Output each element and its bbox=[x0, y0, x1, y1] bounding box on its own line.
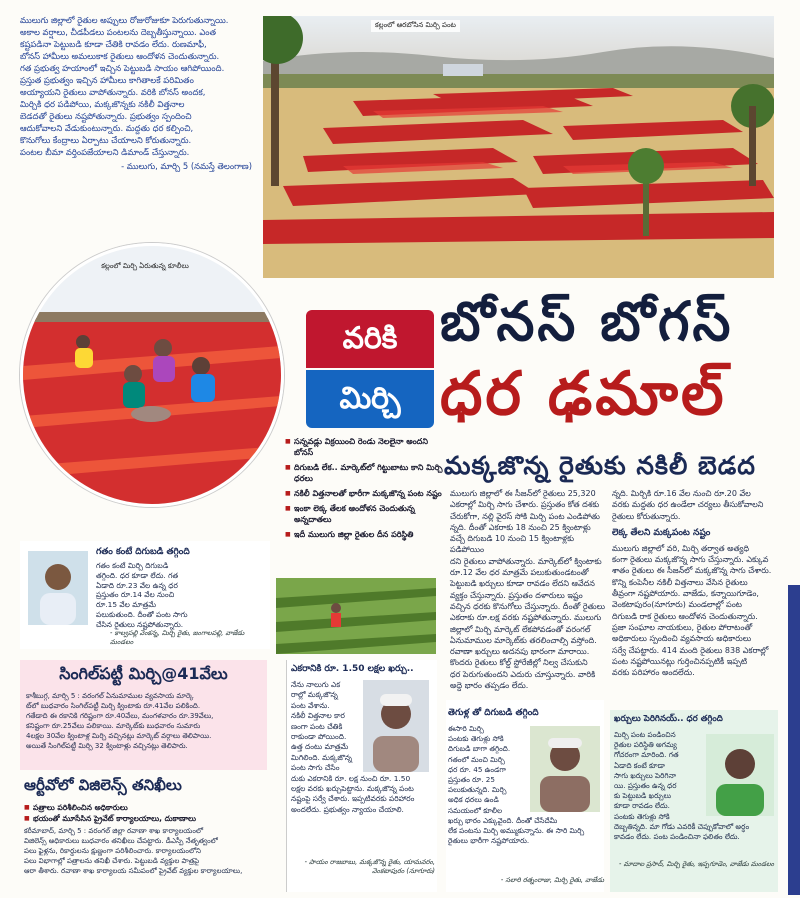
highlights-list bbox=[285, 436, 445, 544]
article-line: ట్‌లో బుధవారం సింగిల్‌పట్టీ మిర్చి క్వింటాకు రూ.41వేల పలికింది. bbox=[26, 702, 201, 710]
circle-caption: కల్లంలో మిర్చి ఏరుతున్న కూలీలు bbox=[101, 262, 189, 270]
profile-line: మిగిలింది. మక్కజొన్న bbox=[291, 752, 353, 762]
article-line: దని రైతులు వాపోతున్నారు. మార్కెట్‌లో క్వింటాకు bbox=[450, 556, 602, 566]
profile-line: పంటకు తెగుళ్లు సోకి bbox=[614, 811, 670, 821]
profile1-text bbox=[96, 561, 266, 630]
profile-box-1 bbox=[20, 541, 270, 649]
article-line: పెట్టుబడి ఖర్చులు కూడా రావడం లేదని ఆవేదన bbox=[450, 579, 595, 589]
profile-line: ప్రస్తుతం రూ. 25 bbox=[448, 775, 495, 785]
highlight-item: ■ ఇదీ ములుగు జిల్లా రైతుల దీన పరిస్థితి bbox=[285, 529, 445, 540]
profile1-heading: గతం కంటే దిగుబడి తగ్గింది bbox=[96, 547, 190, 557]
right-edge-strip bbox=[788, 585, 800, 895]
article-line: పంటల బీమా వర్తింపజేయాలని డిమాండ్ చేస్తున్నారు. bbox=[20, 147, 190, 157]
profile-line: ఈసారి మిర్చి bbox=[448, 724, 484, 733]
article-line: వెంకటాపురం(నూగూరు) మండలాల్లో పంట bbox=[612, 600, 742, 610]
article-line: అయితే సింగిల్‌పట్టీ మిర్చి 32 క్వింటాళ్లు వచ్చినట్లు తెలిపారు. bbox=[26, 742, 188, 750]
profile3-credit: - సలారి రత్నంరాజు, మిర్చి రైతు, వాజేడు bbox=[500, 876, 604, 884]
profile-line: మిర్చి పంట పండించిన bbox=[614, 730, 676, 739]
vigilance-bullet: ■ భయంతో మూసేసిన ప్రైవేట్ కార్యాలయాలు, దుకాణాలు bbox=[24, 814, 197, 823]
profile-line: పంటకు తెగుళ్లు సోకి bbox=[448, 734, 504, 744]
vigilance-box bbox=[20, 774, 267, 892]
profile-line: ప్రస్తుతం రూ.14 వేల నుంచి bbox=[96, 590, 175, 600]
profile-line: సమయంలో కూలీల bbox=[448, 805, 503, 815]
article-line: అధికారులు స్పందించి వ్యవసాయ అధికారులు bbox=[612, 634, 752, 644]
article-line: కొనుగోలు కేంద్రాలు ఏర్పాటు చేయాలని కోరుతున్నారు. bbox=[20, 135, 192, 145]
article-line: ములుగు జిల్లాలో ఈ సీజన్‌లో రైతులు 25,320 bbox=[450, 489, 596, 498]
article-line: కంగా రైతులు మక్కజొన్న సాగు చేస్తున్నారు. ఎక్కువ bbox=[612, 555, 769, 565]
article-line: వరకు మద్దతు ధర ఉండేలా చర్యలు తీసుకోవాలని bbox=[612, 500, 764, 510]
badge-top: వరికి bbox=[306, 310, 434, 368]
profile2-text bbox=[291, 680, 437, 815]
main-article-col1 bbox=[450, 488, 606, 691]
profile-line: సాగు ఖర్చులు పెరిగినా bbox=[614, 770, 677, 780]
article-line: రూ.12 వేల ధర మాత్రమే పలుకుతుండటంతో bbox=[450, 568, 589, 578]
highlight-item: ■ నకిలీ విత్తనాలతో భారీగా మక్కజొన్న పంట నష్టం bbox=[285, 488, 445, 499]
profile-line: నకిలీ విత్తనాల కార bbox=[291, 711, 345, 721]
profile1-photo bbox=[28, 551, 88, 625]
col2-heading: లెక్క తేలని మక్కపంట నష్టం bbox=[612, 527, 711, 538]
single-patti-text bbox=[20, 687, 267, 755]
article-line: న్నది. దీంతో ఎకరాకు 18 నుంచి 25 క్వింటాళ్లు bbox=[450, 522, 591, 532]
profile-line: లక్షల వరకు ఖర్చుపెట్టాను. మక్కజొన్న పంట bbox=[291, 784, 414, 794]
profile-line: దెబ్బతిన్నది. మా గోడు ఎవరికీ చెప్పుకోవాలో అర్థం bbox=[614, 821, 750, 831]
article-line: పంట నష్టపోయినట్లు గుర్తించినప్పటికీ ఇప్పటి bbox=[612, 656, 748, 666]
profile-line: చేసిన రైతులు నష్టపోతున్నారు. bbox=[96, 619, 184, 629]
profile-line: రాకుండా పోయింది. bbox=[291, 732, 347, 742]
article-line: అద్దె భారం తప్పడం లేదు. bbox=[450, 681, 529, 691]
profile-line: రైతులు భారీగా నష్టపోయారు. bbox=[448, 836, 530, 846]
headline-title-top: బోనస్ బోగస్ bbox=[440, 290, 734, 353]
highlight-item: ■ ఇంకా లెక్క తేలక ఆందోళన చెందుతున్న అన్నదాతలు bbox=[285, 503, 445, 525]
profile-line: దిగుబడి బాగా తగ్గింది. bbox=[448, 744, 511, 754]
badge-bottom: మిర్చి bbox=[306, 370, 434, 428]
profile-line: పంట సాగు చేసేం bbox=[291, 763, 340, 773]
headline-subtitle: మక్కజొన్న రైతుకు నకిలీ బెడద bbox=[444, 451, 756, 480]
workers-image bbox=[23, 246, 281, 504]
article-line: ధర పెరుగుతుందని ఎదురు చూస్తున్నారు. వారికి bbox=[450, 669, 596, 679]
profile-line: యి. ప్రస్తుతం ఉన్న ధర bbox=[614, 781, 677, 791]
article-line: శాతం రైతులు ఈ సీజన్‌లో మక్కజొన్న సాగు చేశారు. bbox=[612, 566, 772, 576]
maize-field-photo bbox=[276, 578, 436, 654]
profile-line: కావడం లేదు. పంట పండించినా ఫలితం లేదు. bbox=[614, 832, 740, 842]
profile-line: రూ.15 వేల మాత్రమే bbox=[96, 600, 157, 610]
profile-box-2 bbox=[286, 660, 437, 892]
article-body bbox=[20, 14, 252, 158]
article-line: రైతులు కోరుతున్నారు. bbox=[612, 511, 681, 521]
profile-line: ఏడాది రూ.23 వేల ఉన్న ధర bbox=[96, 580, 178, 590]
profile-line: తగ్గింది. ధర కూడా లేదు. గత bbox=[96, 570, 179, 580]
profile-line: పలుకుతున్నది. మిర్చి bbox=[448, 785, 507, 795]
profile-line: పలుకుతుంది. దీంతో పంట సాగు bbox=[96, 609, 188, 619]
workers-circle-photo bbox=[20, 243, 284, 507]
single-patti-box bbox=[20, 660, 267, 770]
article-line: కాశీబుగ్గ, మార్చి 5 : వరంగల్ ఏనుమాముల వ్యవసాయ మార్కె bbox=[26, 692, 194, 700]
profile-line: ఏడాది కంటే కూడా bbox=[614, 760, 665, 770]
photo-caption: కల్లంలో ఆరబోసిన మిర్చి పంట bbox=[371, 20, 460, 32]
article-line: కొన్ని కంపెనీల నకిలీ విత్తనాలు వేసిన రైతులు bbox=[612, 577, 748, 587]
profile-line: ణంగా పంట చేతికి bbox=[291, 721, 343, 731]
profile-line: కూడా రావడం లేదు. bbox=[614, 801, 670, 811]
highlight-item: ■ సన్నవడ్లు విక్రయించి రెండు నెలలైనా అందని బోనస్ bbox=[285, 436, 445, 458]
article-line: ఆరా తీశారు. రవాణా శాఖ కార్యాలయ సమీపంలో ప్రైవేట్ వ్యక్తుల కార్యాలయాలు, bbox=[24, 867, 243, 875]
farmer-portrait bbox=[28, 551, 88, 625]
profile2-heading: ఎకరానికి రూ. 1.50 లక్షల ఖర్చు.. bbox=[291, 664, 414, 674]
profile-line: నష్టంపై సర్వే చేశారు. ఇప్పటివరకు పరిహారం bbox=[291, 794, 415, 804]
profile4-heading: ఖర్చులు పెరిగినయ్.. ధర తగ్గింది bbox=[614, 714, 723, 724]
profile-line: గోచరంగా మారింది. గత bbox=[614, 750, 679, 760]
profile-line: గతంలో మంచి మిర్చి bbox=[448, 754, 505, 764]
article-line: పలు ఫైళ్లను, రికార్డులను క్షుణ్ణంగా పరిశీలించారు. కార్యాలయంలోని bbox=[24, 847, 201, 855]
headline-badge bbox=[306, 310, 434, 428]
article-line: జిల్లాలో మిర్చి మార్కెట్ లేకపోవడంతో వరంగల్ bbox=[450, 624, 591, 634]
article-line: కరీమాబాద్, మార్చి 5 : వరంగల్ జిల్లా రవాణా శాఖ కార్యాలయంలో bbox=[24, 827, 204, 835]
main-article-col2 bbox=[612, 488, 780, 678]
profile-line: గతం కంటే మిర్చి దిగుబడి bbox=[96, 561, 169, 570]
profile-line: రాల్లో మక్కజొన్న bbox=[291, 690, 338, 700]
profile-line: కు పెట్టుబడి ఖర్చులు bbox=[614, 791, 672, 801]
article-line: ఏనుమాముల మార్కెట్‌కు తరలించాల్సి వస్తోంది. bbox=[450, 635, 597, 645]
vigilance-heading: ఆర్టీవోలో విజిలెన్స్ తనిఖీలు bbox=[24, 776, 182, 794]
bullet-square-icon: ■ bbox=[24, 815, 30, 822]
chilli-field-photo bbox=[263, 16, 774, 278]
headline-title-bottom: ధర ఢమాల్ bbox=[440, 359, 727, 429]
article-line: బెడదతో రైతులు నష్టపోతున్నారు. ప్రభుత్వం స్పందించి bbox=[20, 111, 192, 121]
profile3-text bbox=[448, 724, 604, 846]
vigilance-text bbox=[20, 826, 267, 876]
article-line: వచ్చిన ధరకు కొనుగోలు చేస్తున్నారు. దీంతో రైతులు bbox=[450, 601, 606, 611]
profile-box-3 bbox=[446, 700, 604, 892]
article-line: ఎకరాల్లో మిర్చి సాగు చేశారు. ప్రస్తుతం కోత దశకు bbox=[450, 500, 600, 510]
article-line: కొందరు రైతులు కోల్డ్ స్టోరేజీల్లో నిల్వ చేసుకుని bbox=[450, 658, 588, 668]
profile2-credit: - పాయం రాజబాబు, మక్కజొన్న రైతు, యామవరం, వెంకటాపురం (నూగూరు) bbox=[304, 858, 435, 875]
chilli-field-image bbox=[263, 16, 774, 278]
col2-intro bbox=[612, 488, 780, 522]
article-line: తీవ్రంగా నష్టపోయారు. వాజేడు, కన్నాయిగూడెం, bbox=[612, 589, 759, 599]
article-line: 4లక్షల 30వేల క్వింటాళ్ల మిర్చి వచ్చినట్లు మార్కెట్ వర్గాలు తెలిపాయి. bbox=[26, 732, 212, 740]
article-line: రవాణా ఖర్చులు అదనపు భారంగా మారాయి. bbox=[450, 647, 590, 657]
article-line: కనిష్టంగా రూ.25వేలు పలికాయి. మార్కెట్‌కు బుధవారం సుమారు bbox=[26, 722, 201, 730]
article-line: న్నది. మిర్చికి రూ.16 వేల నుంచి రూ.20 వేల bbox=[612, 489, 751, 498]
col2-body bbox=[612, 543, 780, 679]
bullet-square-icon: ■ bbox=[24, 804, 30, 811]
profile4-text bbox=[614, 730, 776, 842]
profile-line: దుకు ఎకరానికి రూ. లక్ష నుంచి రూ. 1.50 bbox=[291, 773, 411, 783]
article-line: వ్యక్తం చేస్తున్నారు. ప్రస్తుతం దళారులు ఇష్టం bbox=[450, 590, 583, 600]
article-line: కష్టపడినా పెట్టుబడి కూడా చేతికి రావడం లేదు. రుణమాఫీ, bbox=[20, 39, 207, 49]
article-credit: - ములుగు, మార్చి 5 (నమస్తే తెలంగాణ) bbox=[121, 161, 252, 171]
article-line: పలు విభాగాల్లో పత్రాలను తనిఖీ చేశారు. పెట్టుబడి వ్యక్తుల పాత్రపై bbox=[24, 857, 200, 865]
article-line: గత ప్రభుత్వ హయాంలో ఇచ్చిన పెట్టుబడి సాయం ఆగిపోయింది. bbox=[20, 63, 225, 73]
profile-line: రైతుల పరిస్థితి అగమ్య bbox=[614, 740, 677, 750]
profile-line: ఖర్చు భారం ఎక్కువైంది. దీంతో చేసేదేమీ bbox=[448, 815, 558, 825]
top-left-article bbox=[20, 14, 252, 172]
profile-line: ఉత్త దంటు మాత్రమే bbox=[291, 742, 349, 752]
article-line: చేరుకోగా, నల్లి వైరస్ సోకి మిర్చి పంట ఎండిపోతు bbox=[450, 511, 600, 521]
article-line: మిర్చికి ధర పడిపోయి, మక్కజొన్నకు నకిలీ విత్తనాల bbox=[20, 99, 185, 109]
profile-line: అందలేదు. ప్రభుత్వం న్యాయం చేయాలి. bbox=[291, 804, 404, 814]
profile-line: పంట వేశాను. bbox=[291, 700, 330, 710]
article-line: ఆదుకోవాలని వేడుకుంటున్నారు. మద్దతు ధర కల్పించి, bbox=[20, 123, 194, 133]
profile-line: నేను నాలుగు ఎక bbox=[291, 680, 341, 689]
profile3-heading: తెగుళ్ల తో దిగుబడి తగ్గింది bbox=[448, 708, 539, 718]
article-line: అయ్యాయని రైతులు వాపోతున్నారు. వరికి బోనస్ అందక, bbox=[20, 87, 206, 97]
article-line: ములుగు జిల్లాలో రైతుల అప్పులు రోజురోజుకూ పెరుగుతున్నాయి. bbox=[20, 15, 229, 25]
single-patti-heading: సింగిల్‌పట్టీ మిర్చి@41వేలు bbox=[59, 664, 228, 683]
profile1-credit: - కాల్వపల్లి వెంకన్న, మిర్చి రైతు, జంగాలపల్లి, వాజేడు మండలం bbox=[110, 629, 245, 646]
article-line: వచ్చే దిగుబడి 10 నుంచి 15 క్వింటాళ్లకు పడిపోయిం bbox=[450, 534, 575, 555]
maize-field-image bbox=[276, 578, 436, 654]
highlight-item: ■ దిగుబడి లేక.. మార్కెట్‌లో గిట్టుబాటు కాని మిర్చి ధరలు bbox=[285, 462, 445, 484]
profile-line: ధర రూ. 45 ఉండగా bbox=[448, 764, 507, 774]
article-line: గతేడాది ఈ రకానికి గరిష్టంగా రూ.40వేలు, మంగళవారం రూ.39వేలు, bbox=[26, 712, 214, 720]
article-line: దిగుబడి రాక రైతులు ఆందోళన చెందుతున్నారు. bbox=[612, 611, 758, 621]
profile4-credit: - మాదాల ప్రసాద్, మిర్చి రైతు, ఇప్పగూడెం, వాజేడు మండలం bbox=[619, 860, 774, 868]
vigilance-bullets bbox=[20, 800, 267, 826]
article-line: అకాల వర్షాలు, చీడపీడలు పంటలను దెబ్బతీస్తున్నాయి. ఎంత bbox=[20, 27, 217, 37]
article-line: ప్రజా సంఘాల నాయకులు, రైతుల పోరాటంతో bbox=[612, 622, 753, 632]
article-line: వరకు పరిహారం అందలేదు. bbox=[612, 668, 695, 678]
article-line: ములుగు జిల్లాలో వరి, మిర్చి తర్వాత అత్యధి bbox=[612, 543, 750, 553]
article-line: ప్రస్తుత ప్రభుత్వం ఇచ్చిన హామీలు కాగితాలకే పరిమితం bbox=[20, 75, 194, 85]
profile-line: లేక పంటను మిర్చి అమ్ముకున్నాను. ఈ సారి మిర్చి bbox=[448, 826, 585, 836]
profile-line: అధిక ధరలు ఉండి bbox=[448, 795, 499, 805]
article-line: సర్వే చేపట్టారు. 414 మంది రైతులు 838 ఎకరాల్లో bbox=[612, 645, 769, 655]
profile-box-4 bbox=[610, 710, 778, 892]
article-line: ఎకరాకు రూ.లక్ష వరకు నష్టపోతున్నారు. ములుగు bbox=[450, 613, 602, 623]
vigilance-bullet: ■ పత్రాలు పరిశీలించిన అధికారులు bbox=[24, 803, 128, 812]
article-line: బోనస్ హామీలు అమలుకాక రైతులు ఆందోళన చెందుతున్నారు. bbox=[20, 51, 220, 61]
article-line: విజిలెన్స్ అధికారులు బుధవారం తనిఖీలు చేపట్టారు. డీఎస్పీ నేతృత్వంలో bbox=[24, 837, 218, 845]
